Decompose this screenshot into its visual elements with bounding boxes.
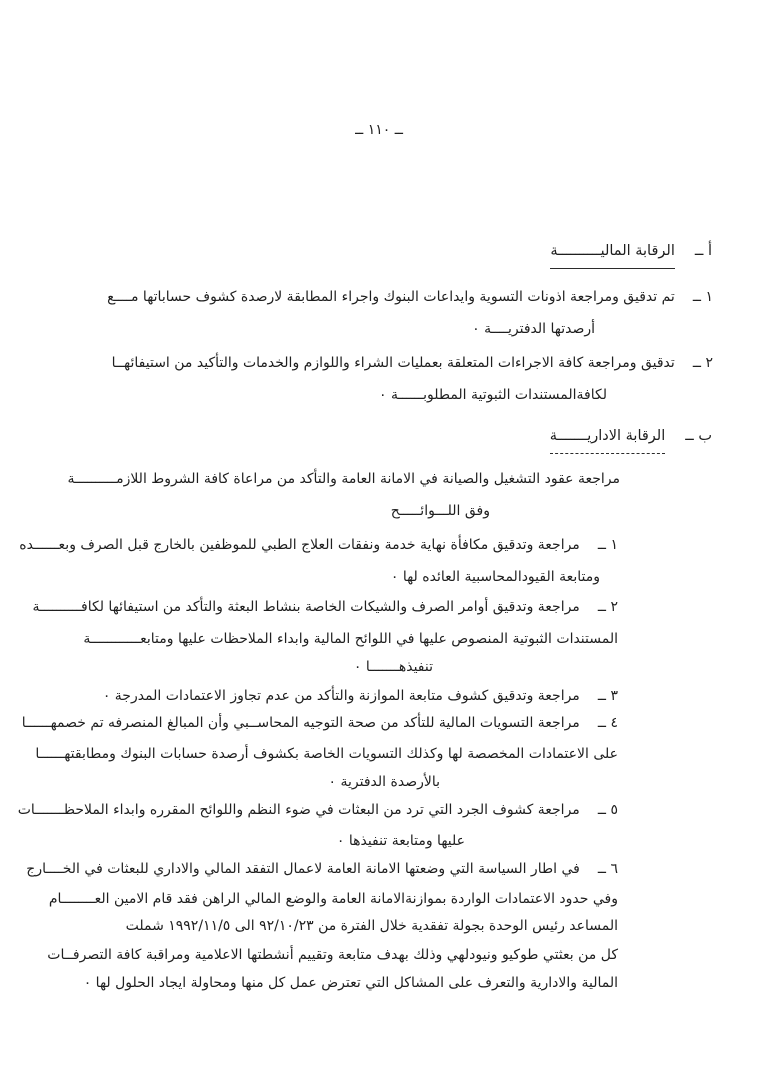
item-a2-line2: [379, 385, 607, 405]
item-b3-marker: ٣ ــ: [597, 688, 618, 704]
item-b3-line1: [103, 686, 618, 706]
item-b4-line3: [329, 772, 440, 792]
section-a-marker: أ ــ: [694, 243, 712, 259]
item-b2-text3: تنفيذهـــــــا ٠: [353, 659, 433, 675]
item-a1-text1: تم تدقيق ومراجعة اذونات التسوية وايداعات البنوك واجراء المطابقة لارصدة كشوف حساباتها مــــع: [107, 289, 675, 305]
item-a2-marker: ٢ ــ: [692, 355, 713, 371]
item-b2-text1: مراجعة وتدقيق أوامر الصرف والشيكات الخاصة بنشاط البعثة والتأكد من استيفائها لكافــــــــــة: [32, 599, 580, 615]
item-b6-line2: [49, 889, 618, 909]
item-b4-text3: بالأرصدة الدفترية ٠: [328, 774, 440, 790]
section-b-intro-text1: مراجعة عقود التشغيل والصيانة في الامانة العامة والتأكد من مراعاة كافة الشروط اللازمــــــــــة: [67, 471, 620, 487]
item-a1-marker: ١ ــ: [692, 289, 713, 305]
section-b-marker: ب ــ: [685, 428, 712, 444]
item-a1-text2: أرصدتها الدفتريــــة ٠: [472, 321, 595, 337]
item-b6-line5: [84, 973, 618, 993]
item-b2-line3: [354, 657, 433, 677]
item-b6-text2: وفي حدود الاعتمادات الواردة بموازنةالامانة العامة والوضع المالي الراهن فقد قام الامين العــــــــام: [48, 891, 618, 907]
item-b2-line2: [83, 629, 618, 649]
item-b6-text1: في اطار السياسة التي وضعتها الامانة العامة لاعمال التفقد المالي والاداري للبعثات في الخــــارج: [26, 861, 580, 877]
item-b6-text4: كل من بعثتي طوكيو ونيودلهي وذلك بهدف متابعة وتقييم أنشطتها الاعلامية ومراقبة كافة التصرفــات: [47, 947, 618, 963]
item-b1-text1: مراجعة وتدقيق مكافأة نهاية خدمة ونفقات العلاج الطبي للموظفين بالخارج قبل الصرف وبعــــــده: [19, 537, 580, 553]
item-b2-text2: المستندات الثبوتية المنصوص عليها في اللوائح المالية وابداء الملاحظات عليها ومتابعــــــــــــة: [83, 631, 618, 647]
section-a-title: الرقابة الماليــــــــــة: [550, 241, 675, 269]
item-b4-line2: [35, 744, 618, 764]
item-b2-line1: [33, 597, 619, 617]
item-b5-text1: مراجعة كشوف الجرد التي ترد من البعثات في ضوء النظم واللوائح المقرره وابداء الملاحظـــــــات: [17, 802, 580, 818]
page-number: ــ ١١٠ ــ: [355, 122, 403, 138]
section-b-heading: [550, 426, 712, 454]
item-b4-text2: على الاعتمادات المخصصة لها وكذلك التسويات الخاصة بكشوف أرصدة حسابات البنوك ومطابقتهــــــا: [35, 746, 618, 762]
item-b6-text5: المالية والادارية والتعرف على المشاكل التي تعترض عمل كل منها ومحاولة ايجاد الحلول لها ٠: [83, 975, 618, 991]
item-b6-text3: المساعد رئيس الوحدة بجولة تفقدية خلال الفترة من ٩٢/١٠/٢٣ الى ١٩٩٢/١١/٥ شملت: [125, 918, 618, 934]
item-b5-line2: [337, 831, 465, 851]
item-b6-marker: ٦ ــ: [597, 861, 618, 877]
item-b6-line3: [126, 916, 618, 936]
item-b5-marker: ٥ ــ: [597, 802, 618, 818]
item-b1-text2: ومتابعة القيودالمحاسبية العائده لها ٠: [390, 569, 600, 585]
section-a-heading: [550, 241, 712, 269]
item-b3-text1: مراجعة وتدقيق كشوف متابعة الموازنة والتأكد من عدم تجاوز الاعتمادات المدرجة ٠: [102, 688, 580, 704]
item-a2-text2: لكافةالمستندات الثبوتية المطلوبــــــة ٠: [378, 387, 607, 403]
item-b4-line1: [22, 713, 618, 733]
item-a2-text1: تدقيق ومراجعة كافة الاجراءات المتعلقة بعمليات الشراء واللوازم والخدمات والتأكيد من استيفائهــا: [111, 355, 675, 371]
section-b-intro-text2: وفق اللـــوائـــــح: [390, 503, 490, 519]
item-b4-marker: ٤ ــ: [597, 715, 618, 731]
section-b-intro-line1: [68, 469, 620, 489]
item-b4-text1: مراجعة التسويات المالية للتأكد من صحة التوجيه المحاســبي وأن المبالغ المنصرفه تم خصمهــــــا: [21, 715, 580, 731]
section-b-intro-line2: [391, 501, 490, 521]
item-b5-line1: [18, 800, 618, 820]
item-b1-line2: [391, 567, 600, 587]
item-b2-marker: ٢ ــ: [597, 599, 618, 615]
item-b1-marker: ١ ــ: [597, 537, 618, 553]
item-a1-line1: [107, 287, 713, 307]
item-b5-text2: عليها ومتابعة تنفيذها ٠: [336, 833, 465, 849]
item-b6-line1: [26, 859, 618, 879]
item-a1-line2: [472, 319, 595, 339]
item-a2-line1: [112, 353, 713, 373]
item-b1-line1: [19, 535, 618, 555]
section-b-title: الرقابة الاداريـــــــة: [550, 426, 666, 454]
item-b6-line4: [47, 945, 618, 965]
